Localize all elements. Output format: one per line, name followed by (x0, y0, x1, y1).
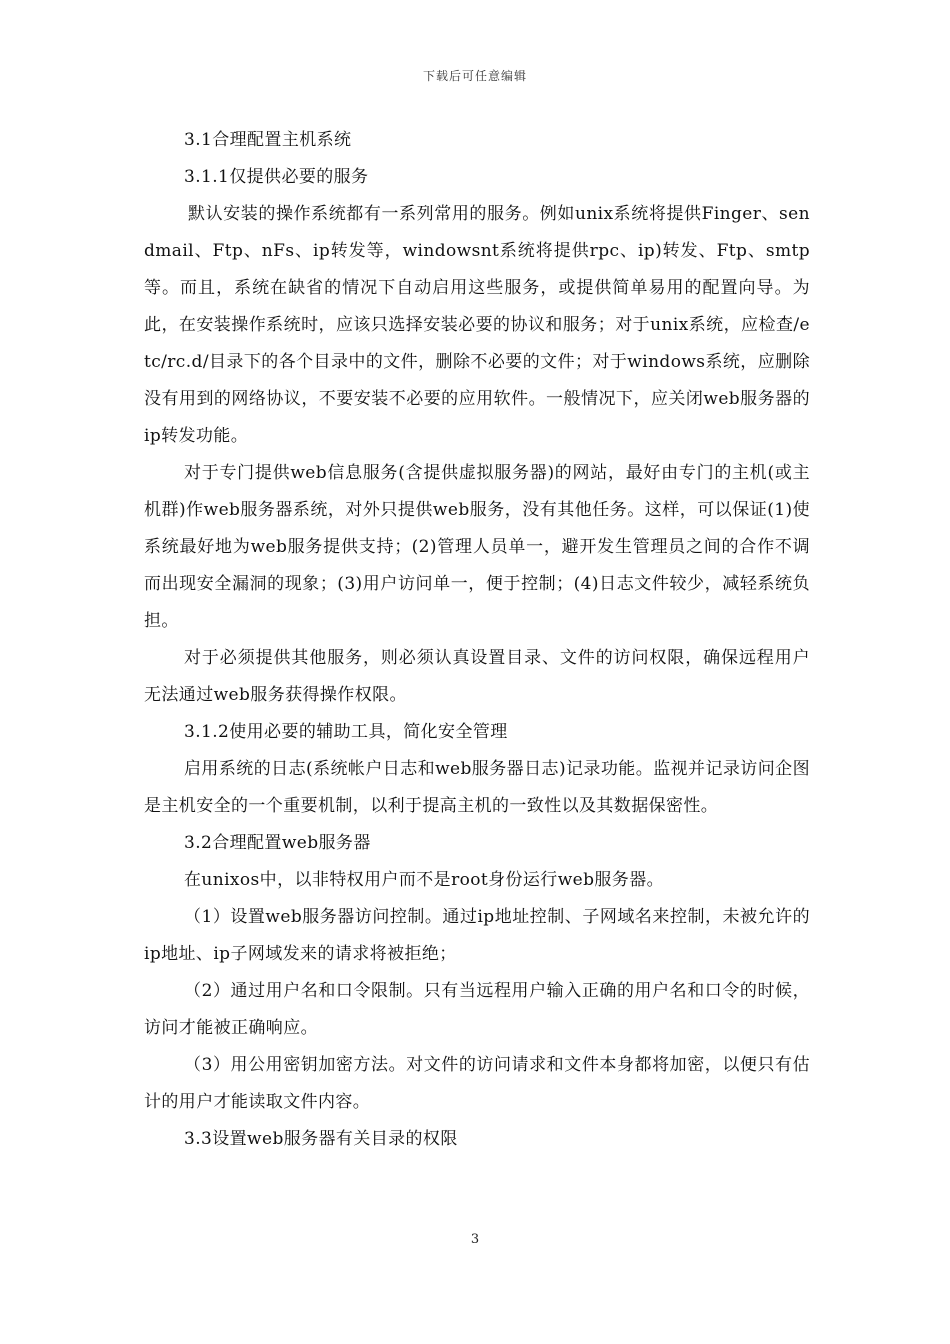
subsection-heading-3-1-1: 3.1.1仅提供必要的服务 (184, 167, 369, 187)
section-heading-3-3: 3.3设置web服务器有关目录的权限 (184, 1129, 458, 1149)
paragraph: 对于专门提供web信息服务(含提供虚拟服务器)的网站，最好由专门的主机(或主机群)作web服务器系统，对外只提供web服务，没有其他任务。这样，可以保证(1)使系统最好地为web服务提供支持；(2)管理人员单一，避开发生管理员之间的合作不调而出现安全漏洞的现象；(3)用户访问单一，便于控制；(4)日志文件较少，减轻系统负担。 (144, 463, 810, 631)
section-heading-3-2: 3.2合理配置web服务器 (184, 833, 371, 853)
section-heading-3-1: 3.1合理配置主机系统 (184, 130, 352, 150)
list-item: （3）用公用密钥加密方法。对文件的访问请求和文件本身都将加密，以便只有估计的用户才能读取文件内容。 (144, 1055, 810, 1112)
subsection-heading-3-1-2: 3.1.2使用必要的辅助工具，简化安全管理 (184, 722, 508, 742)
list-item: （2）通过用户名和口令限制。只有当远程用户输入正确的用户名和口令的时候，访问才能被正确响应。 (144, 981, 810, 1038)
paragraph: 默认安装的操作系统都有一系列常用的服务。例如unix系统将提供Finger、sendmail、Ftp、nFs、ip转发等，windowsnt系统将提供rpc、ip)转发、Ftp、smtp等。而且，系统在缺省的情况下自动启用这些服务，或提供简单易用的配置向导。为此，在安装操作系统时，应该只选择安装必要的协议和服务；对于unix系统，应检查/etc/rc.d/目录下的各个目录中的文件，删除不必要的文件；对于windows系统，应删除没有用到的网络协议，不要安装不必要的应用软件。一般情况下，应关闭web服务器的ip转发功能。 (144, 204, 810, 446)
list-item: （1）设置web服务器访问控制。通过ip地址控制、子网域名来控制，未被允许的ip地址、ip子网域发来的请求将被拒绝； (144, 907, 810, 964)
page-number: 3 (470, 1232, 480, 1247)
page-header: 下载后可任意编辑 (422, 69, 527, 83)
document-body (144, 122, 810, 1158)
paragraph: 在unixos中，以非特权用户而不是root身份运行web服务器。 (184, 870, 665, 890)
paragraph: 对于必须提供其他服务，则必须认真设置目录、文件的访问权限，确保远程用户无法通过web服务获得操作权限。 (144, 648, 810, 705)
paragraph: 启用系统的日志(系统帐户日志和web服务器日志)记录功能。监视并记录访问企图是主机安全的一个重要机制，以利于提高主机的一致性以及其数据保密性。 (144, 759, 810, 816)
